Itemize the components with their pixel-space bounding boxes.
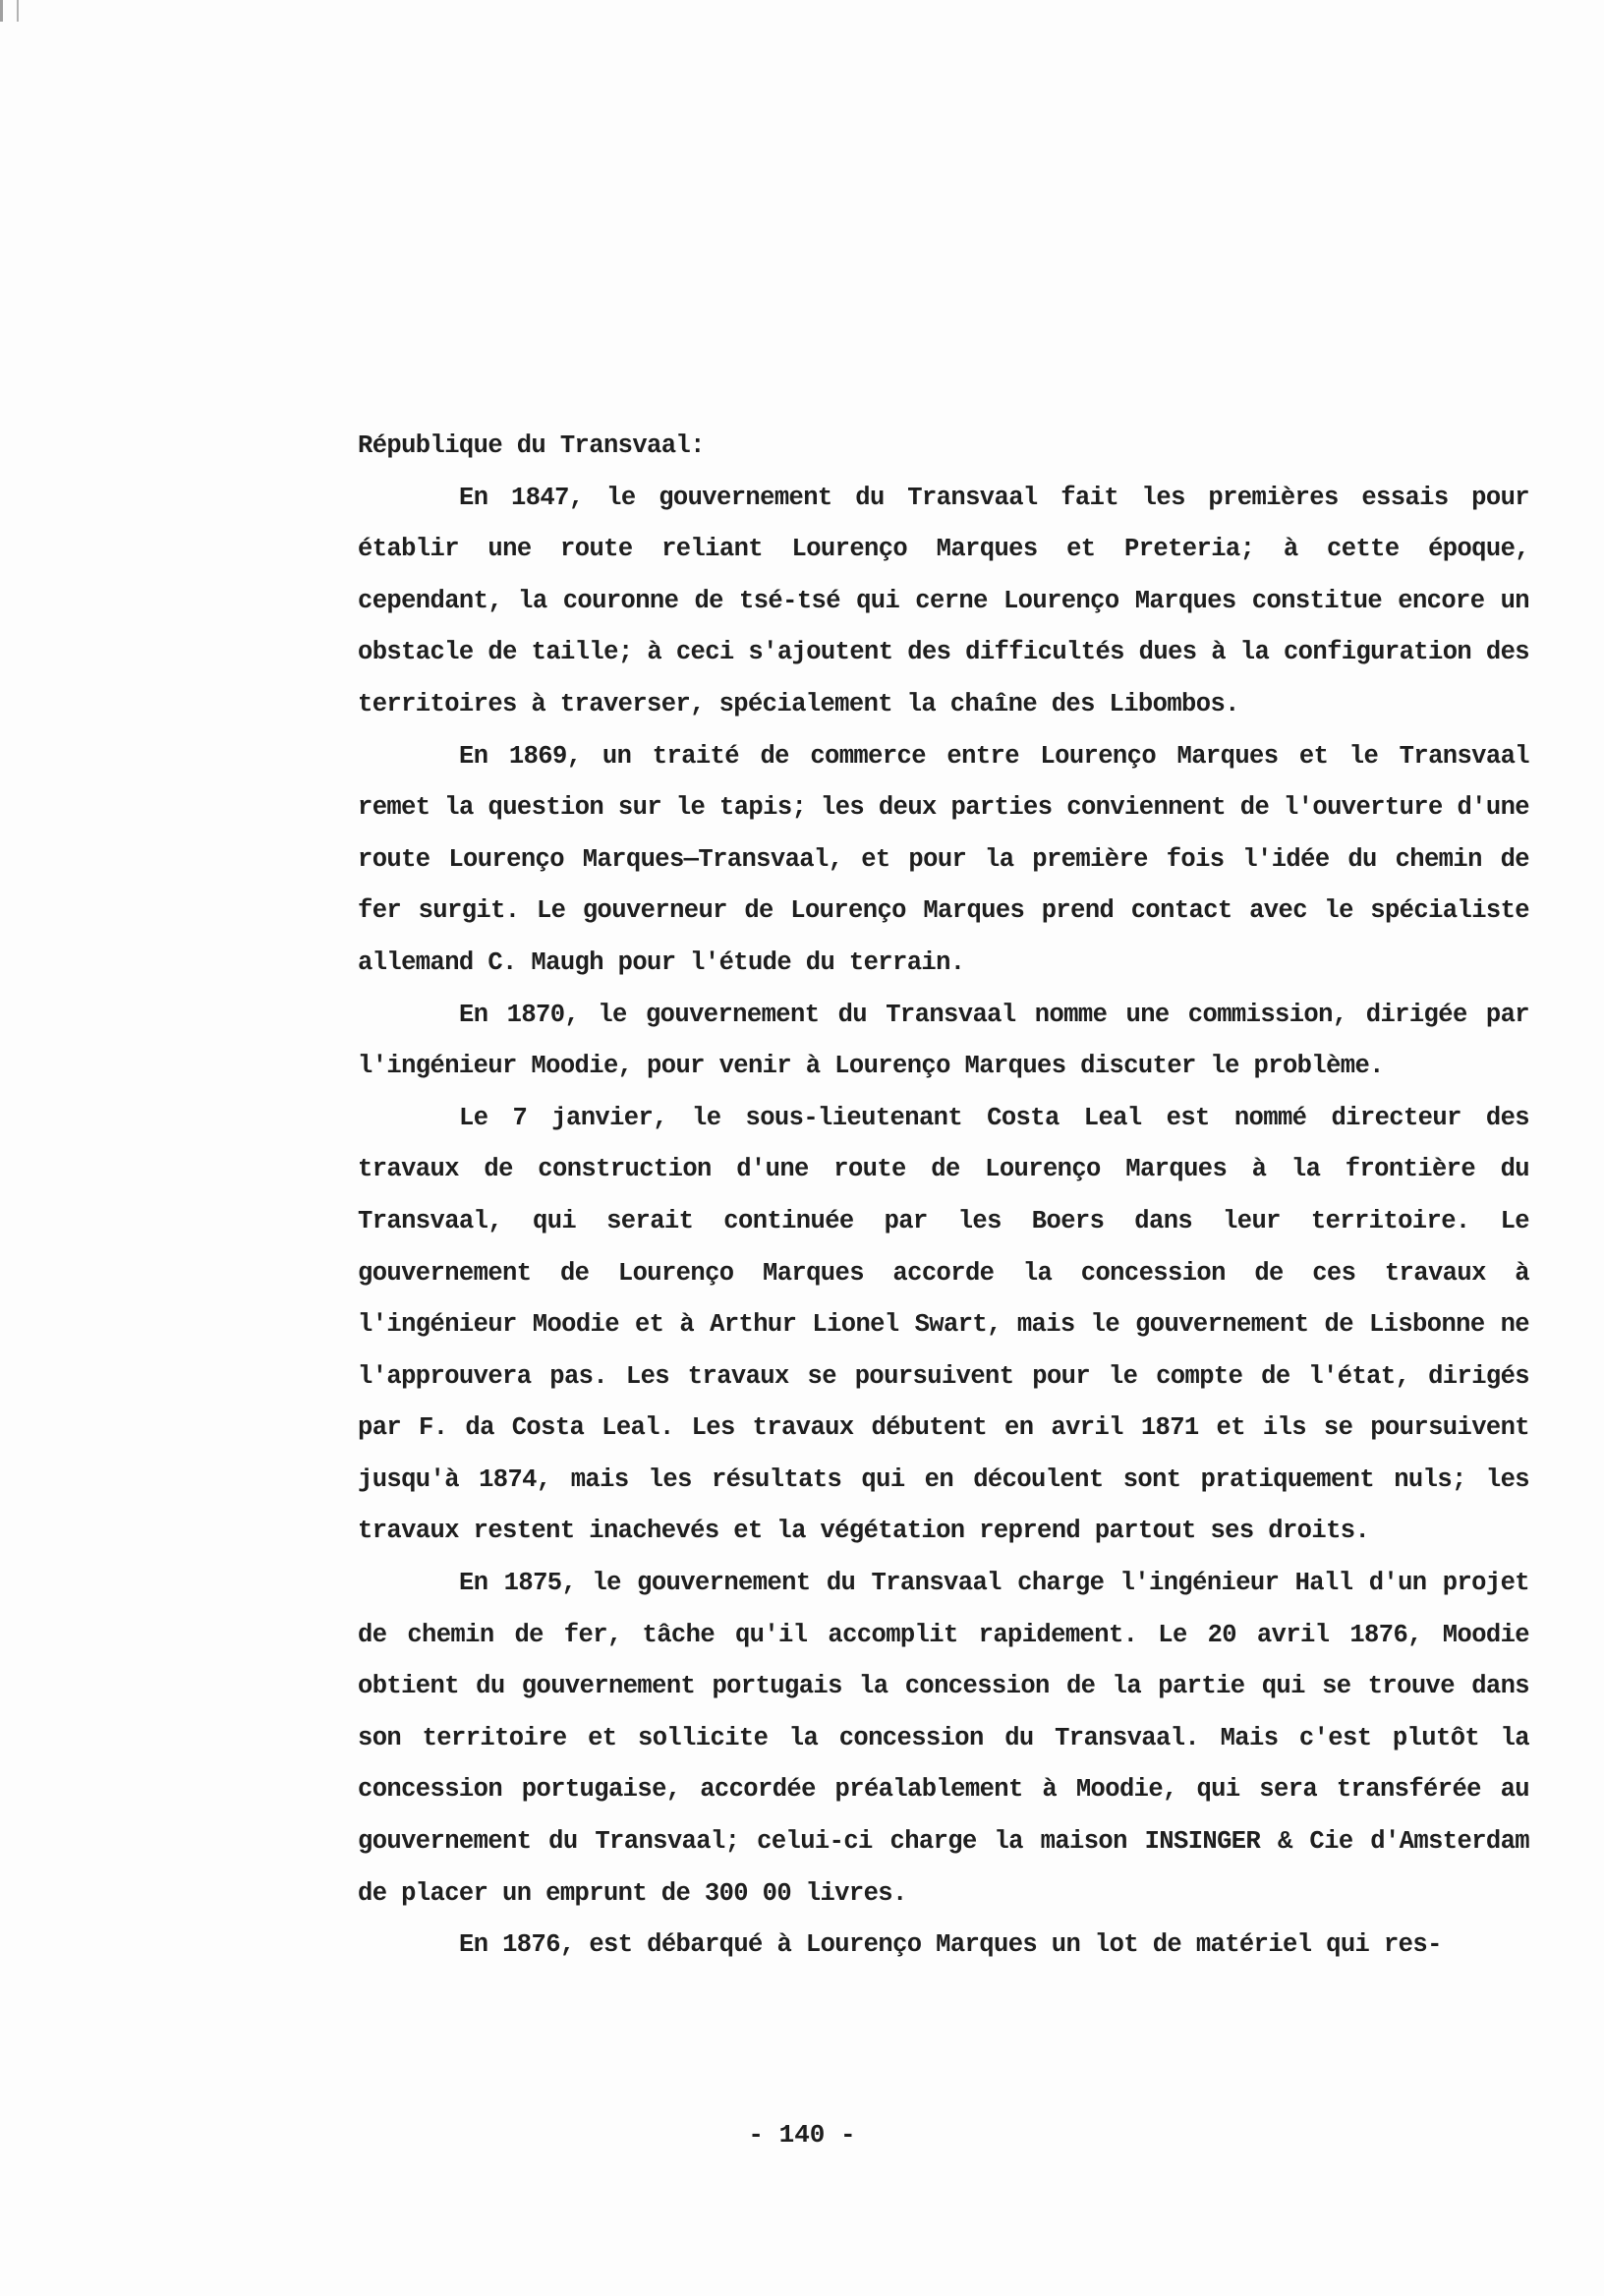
section-title: République du Transvaal:: [358, 431, 705, 460]
paragraph-1875: En 1875, le gouvernement du Transvaal charge l'ingénieur Hall d'un projet de chemin de fer, tâche qu'il accomplit rapidement. Le 20 avril 1876, Moodie obtient du gouvernement portugais la concession de la partie qui se trouve dans son territoire et sollicite la concession du Transvaal. Mais c'est plutôt la concession portugaise, accordée préalablement à Moodie, qui sera transférée au gouvernement du Transvaal; celui-ci charge la maison INSINGER & Cie d'Amsterdam de placer un emprunt de 300 00 livres.: [358, 1569, 1529, 1908]
body-text: [358, 421, 1529, 1972]
paragraph-1876: En 1876, est débarqué à Lourenço Marques un lot de matériel qui res-: [459, 1930, 1442, 1960]
scan-edge-mark: [0, 0, 19, 22]
paragraph-1847: En 1847, le gouvernement du Transvaal fait les premières essais pour établir une route reliant Lourenço Marques et Preteria; à cette époque, cependant, la couronne de tsé-tsé qui cerne Lourenço Marques constitue encore un obstacle de taille; à ceci s'ajoutent des difficultés dues à la configuration des territoires à traverser, spécialement la chaîne des Libombos.: [358, 483, 1529, 718]
page-number: - 140 -: [748, 2120, 856, 2150]
paragraph-1869: En 1869, un traité de commerce entre Lourenço Marques et le Transvaal remet la question sur le tapis; les deux parties conviennent de l'ouverture d'une route Lourenço Marques—Transvaal, et pour la première fois l'idée du chemin de fer surgit. Le gouverneur de Lourenço Marques prend contact avec le spécialiste allemand C. Maugh pour l'étude du terrain.: [358, 741, 1529, 977]
paragraph-1870: En 1870, le gouvernement du Transvaal nomme une commission, dirigée par l'ingénieur Moodie, pour venir à Lourenço Marques discuter le problème.: [358, 1000, 1529, 1081]
paragraph-7-janvier: Le 7 janvier, le sous-lieutenant Costa Leal est nommé directeur des travaux de construction d'une route de Lourenço Marques à la frontière du Transvaal, qui serait continuée par les Boers dans leur territoire. Le gouvernement de Lourenço Marques accorde la concession de ces travaux à l'ingénieur Moodie et à Arthur Lionel Swart, mais le gouvernement de Lisbonne ne l'approuvera pas. Les travaux se poursuivent pour le compte de l'état, dirigés par F. da Costa Leal. Les travaux débutent en avril 1871 et ils se poursuivent jusqu'à 1874, mais les résultats qui en découlent sont pratiquement nuls; les travaux restent inachevés et la végétation reprend partout ses droits.: [358, 1103, 1529, 1546]
